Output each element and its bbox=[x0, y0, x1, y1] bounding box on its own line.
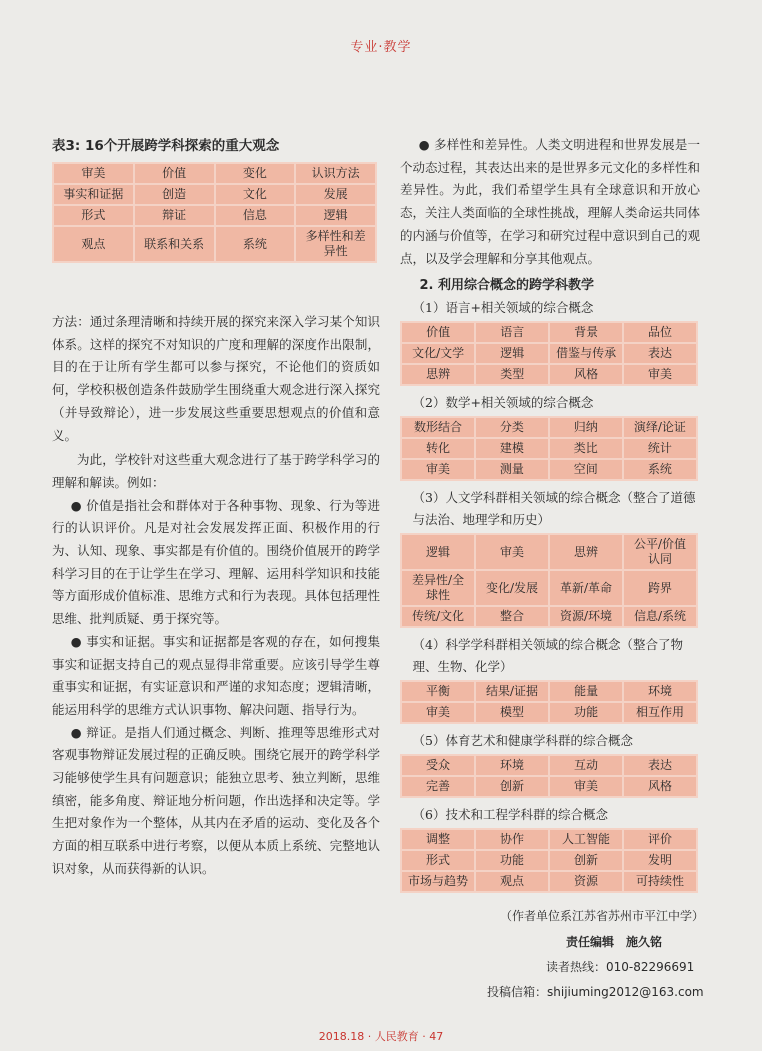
table-cell: 系统 bbox=[216, 227, 295, 261]
table-cell: 逻辑 bbox=[296, 206, 375, 225]
table-cell: 变化/发展 bbox=[476, 571, 548, 605]
table-cell: 资源 bbox=[550, 872, 622, 891]
table-cell: 模型 bbox=[476, 703, 548, 722]
table-cell: 跨界 bbox=[624, 571, 696, 605]
table-cell: 结果/证据 bbox=[476, 682, 548, 701]
table-cell: 可持续性 bbox=[624, 872, 696, 891]
table-cell: 创造 bbox=[135, 185, 214, 204]
table-row bbox=[54, 164, 375, 183]
table-cell: 功能 bbox=[550, 703, 622, 722]
table-cell: 信息/系统 bbox=[624, 607, 696, 626]
table-cell: 创新 bbox=[476, 777, 548, 796]
table-cell: 类比 bbox=[550, 439, 622, 458]
table-cell: 品位 bbox=[624, 323, 696, 342]
paragraph-method: 方法：通过条理清晰和持续开展的探究来深入学习某个知识体系。这样的探究不对知识的广度和理解的深度作出限制，目的在于让所有学生都可以参与探究，不论他们的资质如何，学校积极创造条件鼓励学生围绕重大观念进行深入探究（并导致辩论），进一步发展这些重要思想观点的价值和意义。 bbox=[52, 314, 380, 443]
table-cell: 表达 bbox=[624, 344, 696, 363]
table-cell: 功能 bbox=[476, 851, 548, 870]
table-row bbox=[402, 703, 696, 722]
table-cell: 信息 bbox=[216, 206, 295, 225]
table-cell: 审美 bbox=[550, 777, 622, 796]
concept-table-humanities bbox=[400, 533, 698, 628]
table-cell: 风格 bbox=[550, 365, 622, 384]
table-cell: 系统 bbox=[624, 460, 696, 479]
table-cell: 发展 bbox=[296, 185, 375, 204]
subheading-6: （6）技术和工程学科群的综合概念 bbox=[412, 807, 608, 823]
table-cell: 逻辑 bbox=[402, 535, 474, 569]
editor-credit: 责任编辑 施久铭 bbox=[566, 935, 663, 949]
subheading-3: （3）人文学科群相关领域的综合概念（整合了道德与法治、地理学和历史） bbox=[412, 490, 696, 528]
table-title: 表3: 16个开展跨学科探索的重大观念 bbox=[52, 138, 280, 154]
table-cell: 评价 bbox=[624, 830, 696, 849]
table-row bbox=[402, 571, 696, 605]
table-row bbox=[402, 777, 696, 796]
table-cell: 审美 bbox=[402, 703, 474, 722]
bullet-diversity: ● 多样性和差异性。人类文明进程和世界发展是一个动态过程，其表达出来的是世界多元文化的多样性和差异性。为此，我们希望学生具有全球意识和开放心态，关注人类面临的全球性挑战，理解人类命运共同体的内涵与价值等，在学习和研究过程中意识到自己的观点，以及学会理解和分享其他观点。 bbox=[400, 137, 701, 266]
table-row bbox=[402, 607, 696, 626]
table-row bbox=[402, 830, 696, 849]
table-cell: 审美 bbox=[54, 164, 133, 183]
concept-table-science bbox=[400, 680, 698, 724]
table-cell: 语言 bbox=[476, 323, 548, 342]
table-cell: 互动 bbox=[550, 756, 622, 775]
table-cell: 整合 bbox=[476, 607, 548, 626]
table-row bbox=[54, 185, 375, 204]
table-row bbox=[402, 682, 696, 701]
table-row bbox=[402, 872, 696, 891]
table-cell: 形式 bbox=[54, 206, 133, 225]
left-column bbox=[52, 134, 380, 881]
table-cell: 辩证 bbox=[135, 206, 214, 225]
table-cell: 观点 bbox=[476, 872, 548, 891]
big-ideas-table bbox=[52, 162, 377, 263]
table-row bbox=[402, 365, 696, 384]
table-cell: 变化 bbox=[216, 164, 295, 183]
table-cell: 审美 bbox=[402, 460, 474, 479]
bullet-value: ● 价值是指社会和群体对于各种事物、现象、行为等进行的认识评价。凡是对社会发展发挥正面、积极作用的行为、认知、现象、事实都是有价值的。围绕价值展开的跨学科学习目的在于让学生在学习、理解、运用科学知识和技能等方面形成价值标准、思维方式和行为表现。具体包括理性思维、批判质疑、勇于探究等。 bbox=[52, 497, 380, 627]
table-cell: 归纳 bbox=[550, 418, 622, 437]
table-cell: 背景 bbox=[550, 323, 622, 342]
table-cell: 建模 bbox=[476, 439, 548, 458]
table-cell: 空间 bbox=[550, 460, 622, 479]
table-cell: 公平/价值认同 bbox=[624, 535, 696, 569]
table-row bbox=[402, 851, 696, 870]
table-cell: 数形结合 bbox=[402, 418, 474, 437]
bullet-fact-evidence: ● 事实和证据。事实和证据都是客观的存在，如何搜集事实和证据支持自己的观点显得非常重要。应该引导学生尊重事实和证据，有实证意识和严谨的求知态度；逻辑清晰，能运用科学的思维方式认识事物、解决问题、指导行为。 bbox=[52, 633, 380, 717]
table-cell: 平衡 bbox=[402, 682, 474, 701]
table-cell: 环境 bbox=[624, 682, 696, 701]
page-footer: 2018.18 · 人民教育 · 47 bbox=[318, 1030, 444, 1043]
table-row bbox=[402, 418, 696, 437]
right-column bbox=[400, 134, 700, 899]
bullet-dialectic: ● 辩证。是指人们通过概念、判断、推理等思维形式对客观事物辩证发展过程的正确反映。围绕它展开的跨学科学习能够使学生具有问题意识；能独立思考、独立判断，思维缜密，能多角度、辩证地分析问题，作出选择和决定等。学生把对象作为一个整体，从其内在矛盾的运动、变化及各个方面的相互联系中进行考察，以便从本质上系统、完整地认识对象，从而获得新的认识。 bbox=[52, 724, 380, 876]
table-cell: 传统/文化 bbox=[402, 607, 474, 626]
subheading-5: （5）体育艺术和健康学科群的综合概念 bbox=[412, 733, 633, 749]
table-cell: 协作 bbox=[476, 830, 548, 849]
concept-table-math bbox=[400, 416, 698, 481]
table-cell: 审美 bbox=[624, 365, 696, 384]
table-cell: 思辨 bbox=[402, 365, 474, 384]
concept-table-tech bbox=[400, 828, 698, 893]
reader-hotline: 读者热线：010-82296691 bbox=[546, 960, 695, 974]
table-cell: 风格 bbox=[624, 777, 696, 796]
table-cell: 完善 bbox=[402, 777, 474, 796]
table-cell: 文化 bbox=[216, 185, 295, 204]
table-row bbox=[402, 535, 696, 569]
table-cell: 逻辑 bbox=[476, 344, 548, 363]
table-row bbox=[402, 460, 696, 479]
submission-email: 投稿信箱：shijiuming2012@163.com bbox=[487, 985, 704, 999]
table-cell: 联系和关系 bbox=[135, 227, 214, 261]
table-cell: 观点 bbox=[54, 227, 133, 261]
concept-table-pe-arts bbox=[400, 754, 698, 798]
paragraph-interpretation: 为此，学校针对这些重大观念进行了基于跨学科学习的理解和解读。例如： bbox=[52, 452, 380, 490]
table-cell: 事实和证据 bbox=[54, 185, 133, 204]
table-cell: 测量 bbox=[476, 460, 548, 479]
concept-table-language bbox=[400, 321, 698, 386]
table-cell: 统计 bbox=[624, 439, 696, 458]
table-cell: 表达 bbox=[624, 756, 696, 775]
table-cell: 发明 bbox=[624, 851, 696, 870]
table-cell: 演绎/论证 bbox=[624, 418, 696, 437]
table-cell: 相互作用 bbox=[624, 703, 696, 722]
table-cell: 市场与趋势 bbox=[402, 872, 474, 891]
table-cell: 形式 bbox=[402, 851, 474, 870]
author-affiliation: （作者单位系江苏省苏州市平江中学） bbox=[500, 909, 705, 923]
table-row bbox=[54, 227, 375, 261]
table-cell: 环境 bbox=[476, 756, 548, 775]
table-cell: 类型 bbox=[476, 365, 548, 384]
section-heading: 2. 利用综合概念的跨学科教学 bbox=[419, 278, 595, 294]
page-header: 专业·教学 bbox=[350, 40, 412, 55]
table-cell: 审美 bbox=[476, 535, 548, 569]
table-cell: 调整 bbox=[402, 830, 474, 849]
table-cell: 文化/文学 bbox=[402, 344, 474, 363]
table-row bbox=[54, 206, 375, 225]
table-cell: 资源/环境 bbox=[550, 607, 622, 626]
table-row bbox=[402, 756, 696, 775]
table-row bbox=[402, 344, 696, 363]
table-cell: 革新/革命 bbox=[550, 571, 622, 605]
table-cell: 多样性和差异性 bbox=[296, 227, 375, 261]
table-cell: 人工智能 bbox=[550, 830, 622, 849]
subheading-4: （4）科学学科群相关领域的综合概念（整合了物理、生物、化学） bbox=[412, 637, 683, 675]
table-cell: 差异性/全球性 bbox=[402, 571, 474, 605]
table-cell: 认识方法 bbox=[296, 164, 375, 183]
table-cell: 价值 bbox=[402, 323, 474, 342]
table-cell: 价值 bbox=[135, 164, 214, 183]
table-row bbox=[402, 323, 696, 342]
subheading-2: （2）数学+相关领域的综合概念 bbox=[412, 395, 594, 411]
table-cell: 转化 bbox=[402, 439, 474, 458]
table-cell: 分类 bbox=[476, 418, 548, 437]
table-cell: 借鉴与传承 bbox=[550, 344, 622, 363]
table-row bbox=[402, 439, 696, 458]
table-cell: 创新 bbox=[550, 851, 622, 870]
subheading-1: （1）语言+相关领域的综合概念 bbox=[412, 300, 594, 316]
table-cell: 思辨 bbox=[550, 535, 622, 569]
table-cell: 受众 bbox=[402, 756, 474, 775]
table-cell: 能量 bbox=[550, 682, 622, 701]
